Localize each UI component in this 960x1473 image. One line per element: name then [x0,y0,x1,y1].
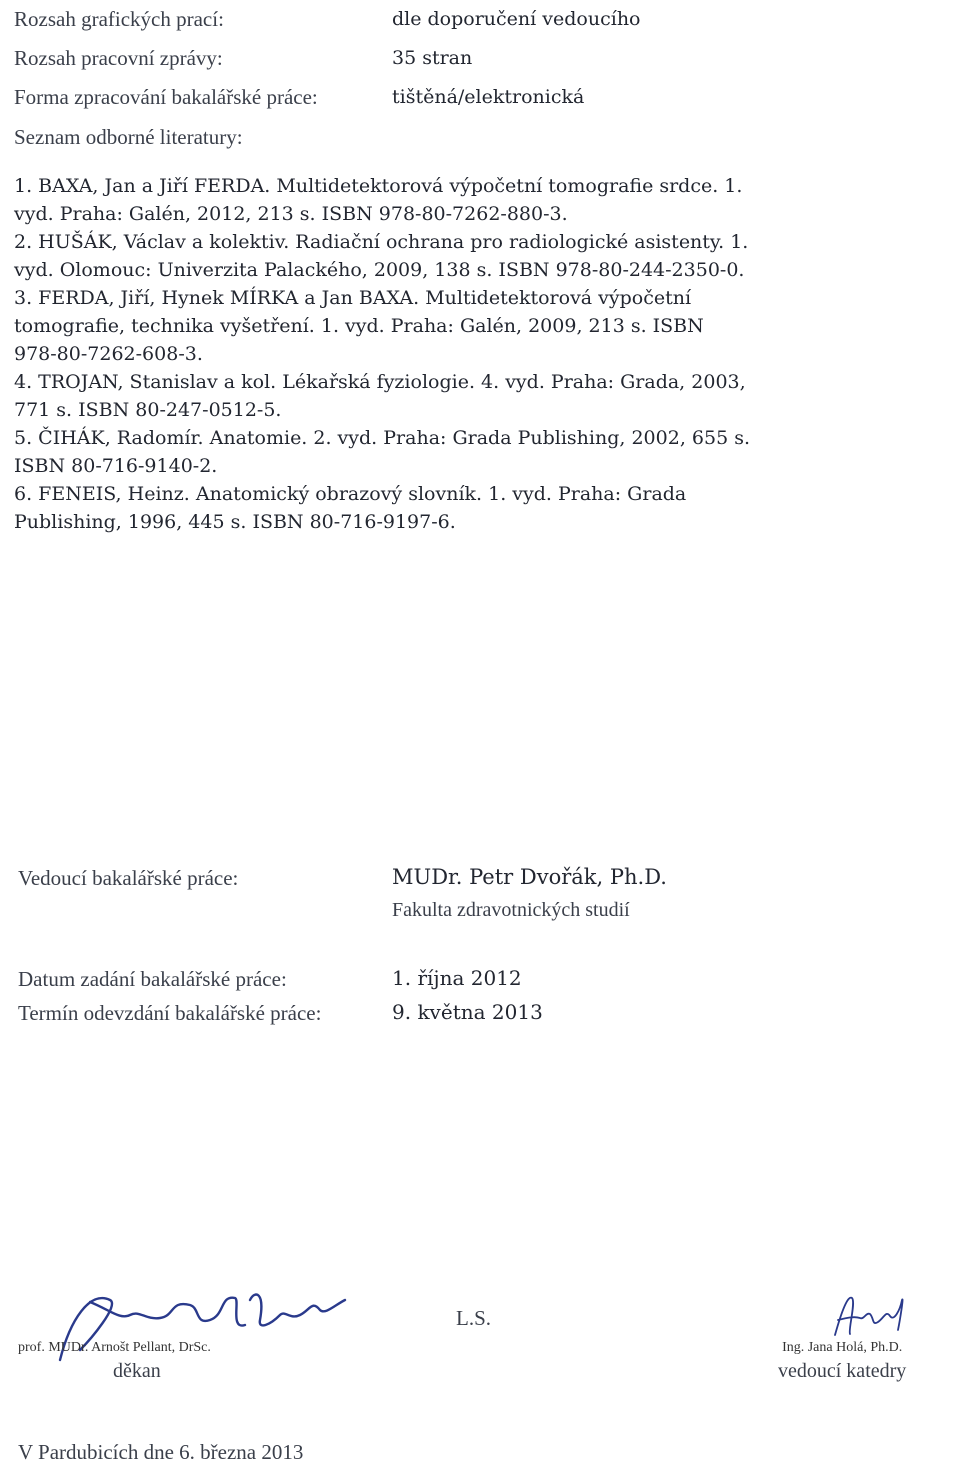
reference-line: 2. HUŠÁK, Václav a kolektiv. Radiační ochrana pro radiologické asistenty. 1. [14,231,749,253]
dean-block [18,1340,211,1383]
reference-line: ISBN 80-716-9140-2. [14,455,218,477]
field-report-scope [14,45,223,71]
field-label: Rozsah grafických prací: [14,7,224,31]
field-label: Rozsah pracovní zprávy: [14,46,223,70]
date-value: 1. října 2012 [392,966,522,990]
head-name: Ing. Jana Holá, Ph.D. [782,1340,903,1355]
date-due-row [18,1000,321,1026]
reference-line: vyd. Olomouc: Univerzita Palackého, 2009, 138 s. ISBN 978-80-244-2350-0. [14,259,745,281]
seal-mark: L.S. [456,1306,492,1330]
reference-line: 1. BAXA, Jan a Jiří FERDA. Multidetektorová výpočetní tomografie srdce. 1. [14,175,743,197]
field-graphics-scope [14,6,224,32]
head-role: vedoucí katedry [778,1360,907,1382]
field-value: tištěná/elektronická [392,86,585,108]
reference-line: 6. FENEIS, Heinz. Anatomický obrazový slovník. 1. vyd. Praha: Grada [14,483,687,505]
reference-line: tomografie, technika vyšetření. 1. vyd. Praha: Galén, 2009, 213 s. ISBN [14,315,704,337]
reference-line: 5. ČIHÁK, Radomír. Anatomie. 2. vyd. Praha: Grada Publishing, 2002, 655 s. [14,427,750,449]
dean-role: děkan [113,1360,161,1382]
references-list [14,172,944,536]
reference-line: vyd. Praha: Galén, 2012, 213 s. ISBN 978-80-7262-880-3. [14,203,568,225]
place-date: V Pardubicích dne 6. března 2013 [18,1440,304,1464]
reference-line: 3. FERDA, Jiří, Hynek MÍRKA a Jan BAXA. Multidetektorová výpočetní [14,287,692,309]
literature-heading [14,124,243,150]
dean-name: prof. MUDr. Arnošt Pellant, DrSc. [18,1340,211,1355]
reference-line: Publishing, 1996, 445 s. ISBN 80-716-9197-6. [14,511,456,533]
date-value: 9. května 2013 [392,1000,543,1024]
field-label: Forma zpracování bakalářské práce: [14,85,318,109]
supervisor-row [18,865,238,891]
field-form [14,84,318,110]
reference-line: 771 s. ISBN 80-247-0512-5. [14,399,282,421]
field-value: dle doporučení vedoucího [392,8,641,30]
field-value: 35 stran [392,47,473,69]
reference-line: 4. TROJAN, Stanislav a kol. Lékařská fyziologie. 4. vyd. Praha: Grada, 2003, [14,371,746,393]
date-label: Datum zadání bakalářské práce: [18,967,287,991]
supervisor-name: MUDr. Petr Dvořák, Ph.D. [392,865,667,889]
literature-label: Seznam odborné literatury: [14,125,243,149]
reference-line: 978-80-7262-608-3. [14,343,203,365]
head-block [778,1340,906,1383]
head-signature [830,1290,910,1340]
supervisor-label: Vedoucí bakalářské práce: [18,866,239,890]
supervisor-faculty: Fakulta zdravotnických studií [392,899,630,921]
date-assigned-row [18,966,287,992]
date-label: Termín odevzdání bakalářské práce: [18,1001,322,1025]
